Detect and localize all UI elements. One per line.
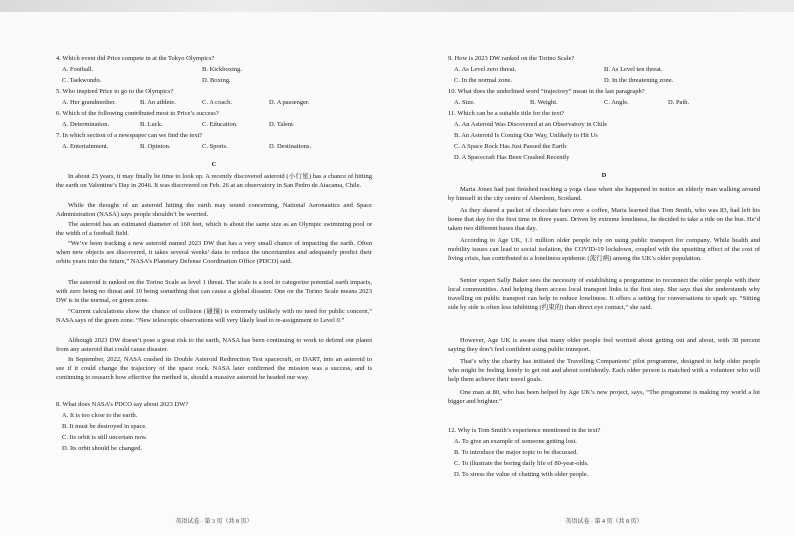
q8-option-d: D. Its orbit should be changed. [62, 445, 142, 452]
q11-option-d: D. A Spacecraft Has Been Crashed Recently [454, 154, 570, 161]
q11-option-b: B. An Asteroid Is Coming Our Way, Unlikely to Hit Us [454, 132, 598, 139]
q5-option-b: B. An athlete. [140, 99, 176, 106]
q8-option-c: C. Its orbit is still uncertain now. [62, 434, 148, 441]
passage-d-paragraph-6: That’s why the charity has initiated the Travelling Companions’ pilot programme, designed to help older people who might be feeling lonely to get out and about confidently. Each older person is matched with a volunteer who will help them achieve their travel goals. [448, 358, 760, 383]
passage-c-paragraph-8: In September, 2022, NASA crashed its Double Asteroid Redirection Test spacecraft, or DART, into an asteroid to see if it could change the trajectory of the space rock. NASA later confirmed the mission was a success, and is continuing to research how effective the method is, should a massive asteroid be headed our way. [56, 356, 372, 381]
q12-option-a: A. To give an example of someone getting lost. [454, 438, 577, 445]
page-4-footer: 英语试卷 · 第 4 页（共 8 页） [565, 519, 643, 525]
question-7-stem: 7. In which section of a newspaper can we find the text? [56, 132, 203, 139]
q11-option-a: A. An Asteroid Was Discovered at an Observatory in Chile [454, 121, 608, 128]
q4-option-b: B. Kickboxing. [202, 66, 242, 73]
question-8-stem: 8. What does NASA’s PDCO say about 2023 DW? [56, 401, 189, 408]
passage-d-paragraph-3: According to Age UK, 1.1 million older people rely on using public transport for company. While health and mobility issues can lead to social isolation, the COVID-19 lockdown, coupled with the upsetting effect of the cost of living crisis, has contributed to a loneliness epidemic (流行病) among the UK’s older population. [448, 237, 760, 262]
q5-option-a: A. Her grandmother. [62, 99, 116, 106]
q9-option-a: A. As Level zero threat. [454, 66, 517, 73]
q4-option-c: C. Taekwondo. [62, 77, 102, 84]
q6-option-d: D. Talent. [269, 121, 295, 128]
question-9-stem: 9. How is 2023 DW ranked on the Torino Scale? [448, 55, 575, 62]
question-10-stem: 10. What does the underlined word “trajectory” mean in the last paragraph? [448, 88, 645, 95]
right-page [448, 0, 760, 536]
q10-option-b: B. Weight. [530, 99, 558, 106]
q7-option-a: A. Entertainment. [62, 143, 109, 150]
passage-c-paragraph-1: In about 23 years, it may finally be time to look up. A recently discovered asteroid (小行星) has a chance of hitting the earth on Valentine’s Day in 2046. It was discovered on Feb. 26 at an observatory in San Pedro de Atacama, Chile. [56, 173, 372, 189]
q6-option-a: A. Determination. [62, 121, 110, 128]
question-4-stem: 4. Which event did Price compete in at the Tokyo Olympics? [56, 55, 215, 62]
passage-d-paragraph-7: One man at 80, who has been helped by Age UK’s new project, says, “The programme is making my world a lot bigger and brighter.” [448, 389, 760, 405]
passage-c-paragraph-6: “Current calculations show the chance of collision (碰撞) is extremely unlikely with no need for public concern,” NASA says of the green zone. “New telescopic observations will very likely lead to re-assignment to Level 0.” [56, 308, 372, 324]
q6-option-c: C. Education. [202, 121, 238, 128]
q7-option-d: D. Destinations. [269, 143, 312, 150]
passage-d-paragraph-4: Senior expert Sally Baker sees the necessity of establishing a programme to reconnect the older people with their local communities. And helping them access local transport links is the first step. She says that she understands why travelling on public transport can help to reduce loneliness. It offers a setting for conversations to spark up. “Sitting side by side is often less inhibiting (约束的) than direct eye contact,” she said. [448, 277, 760, 311]
q8-option-b: B. It must be destroyed in space. [62, 423, 147, 430]
passage-c-paragraph-7: Although 2023 DW doesn’t pose a great risk to the earth, NASA has been continuing to work to defend our planet from any asteroid that could cause disaster. [56, 337, 372, 353]
section-d-heading: D [601, 172, 607, 179]
passage-c-paragraph-3: The asteroid has an estimated diameter of 160 feet, which is about the same size as an Olympic swimming pool or the width of a football field. [56, 221, 372, 237]
question-6-stem: 6. Which of the following contributed most to Price’s success? [56, 110, 219, 117]
q5-option-d: D. A passenger. [269, 99, 310, 106]
q4-option-a: A. Football. [62, 66, 94, 73]
q10-option-a: A. Size. [454, 99, 475, 106]
q9-option-c: C. In the normal zone. [454, 77, 513, 84]
passage-d-paragraph-2: As they shared a packet of chocolate bars over a coffee, Maria learned that Tom Smith, who was 83, had left his home that day for the first time in three years. Driven by extreme loneliness, he decided to take a ride on the bus. He’d taken two different buses that day. [448, 207, 760, 232]
question-5-stem: 5. Who inspired Price to go to the Olympics? [56, 88, 174, 95]
q10-option-d: D. Path. [668, 99, 690, 106]
q7-option-b: B. Opinion. [140, 143, 171, 150]
q4-option-d: D. Boxing. [202, 77, 231, 84]
q12-option-d: D. To stress the value of chatting with older people. [454, 471, 589, 478]
passage-d-paragraph-1: Maria Jones had just finished teaching a yoga class when she happened to notice an elderly man walking around by himself in the city centre of Aberdeen, Scotland. [448, 186, 760, 202]
left-page [56, 0, 372, 536]
q7-option-c: C. Sports. [202, 143, 228, 150]
question-11-stem: 11. Which can be a suitable title for the text? [448, 110, 565, 117]
page-3-footer: 英语试卷 · 第 3 页（共 8 页） [175, 519, 253, 525]
q10-option-c: C. Angle. [604, 99, 629, 106]
passage-d-paragraph-5: However, Age UK is aware that many older people feel worried about getting out and about, with 38 percent saying they don’t feel confident using public transport. [448, 337, 760, 353]
q12-option-b: B. To introduce the major topic to be discussed. [454, 449, 578, 456]
question-12-stem: 12. Why is Tom Smith’s experience mentioned in the text? [448, 427, 601, 434]
q9-option-b: B. As Level ten threat. [604, 66, 663, 73]
section-c-heading: C [211, 161, 217, 168]
q9-option-d: D. In the threatening zone. [604, 77, 674, 84]
q12-option-c: C. To illustrate the boring daily life of 80-year-olds. [454, 460, 589, 467]
q8-option-a: A. It is too close to the earth. [62, 412, 138, 419]
passage-c-paragraph-4: “We’ve been tracking a new asteroid named 2023 DW that has a very small chance of impacting the earth. Often when new objects are discovered, it takes several weeks’ data to reduce the uncertainties and adequately predict their orbits years into the future,” NASA’s Planetary Defense Coordination Office (PDCO) said. [56, 240, 372, 265]
q5-option-c: C. A coach. [202, 99, 232, 106]
passage-c-paragraph-2: While the thought of an asteroid hitting the earth may sound concerning, National Aeronautics and Space Administration (NASA) says people shouldn’t be worried. [56, 202, 372, 218]
q11-option-c: C. A Space Rock Has Just Passed the Earth [454, 143, 567, 150]
q6-option-b: B. Luck. [140, 121, 163, 128]
passage-c-paragraph-5: The asteroid is ranked on the Torino Scale as level 1 threat. The scale is a tool to categorize potential earth impacts, with zero being no threat and 10 being something that can cause a global disaster. One on the Torino Scale means 2023 DW is in the normal, or green zone. [56, 279, 372, 304]
